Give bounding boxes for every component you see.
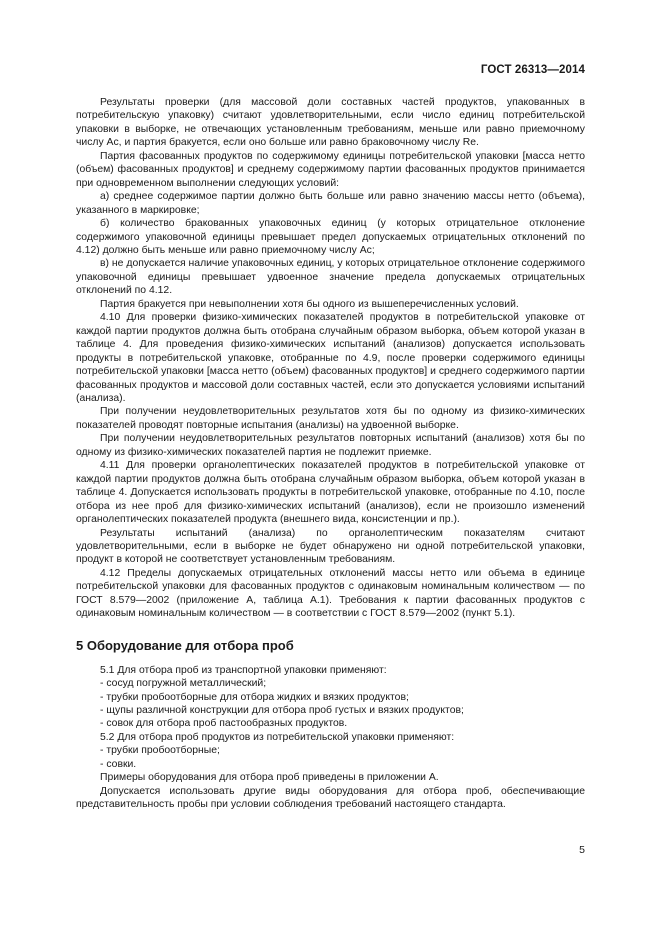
paragraph: 4.10 Для проверки физико-химических показателей продуктов в потребительской упаковке от каждой партии продуктов должна быть отобрана случайным образом выборка, объем которой указан в таблице 4. Для проведения физико-химических испытаний (анализов) допускается использовать продукты в потребительской упаковке, отобранные по 4.9, после проверки содержимого единицы потребительской упаковки [масса нетто (объем) фасованных продуктов] и среднего содержимого партии фасованных продуктов и массовой доли составных частей, если это допускается условиями испытаний (анализа). (76, 312, 585, 404)
paragraph: а) среднее содержимое партии должно быть больше или равно значению массы нетто (объема), указанного в маркировке; (76, 191, 585, 216)
document-body (76, 96, 585, 812)
paragraph: Результаты испытаний (анализа) по органолептическим показателям считают удовлетворительными, если в выборке не будет обнаружено ни одной потребительской упаковки, продукт в которой не соответствует установленным требованиям. (76, 527, 585, 566)
section-body (76, 664, 585, 812)
paragraph: Допускается использовать другие виды оборудования для отбора проб, обеспечивающие представительность пробы при условии соблюдения требований настоящего стандарта. (76, 785, 585, 811)
paragraph: Партия фасованных продуктов по содержимому единицы потребительской упаковки [масса нетто (объем) фасованных продуктов] и среднему содержимому партии фасованных продуктов принимается при одновременном выполнении следующих условий: (76, 150, 585, 189)
clause: 5.1 Для отбора проб из транспортной упаковки применяют: (100, 664, 387, 676)
page-number: 5 (579, 844, 585, 856)
paragraph: Партия бракуется при невыполнении хотя бы одного из вышеперечисленных условий. (100, 298, 519, 310)
list-item: - сосуд погружной металлический; (100, 678, 267, 690)
paragraph: в) не допускается наличие упаковочных единиц, у которых отрицательное отклонение содержимого упаковочной единицы превышает удвоенное значение предела допускаемых отрицательных отклонений по 4.12. (76, 258, 585, 297)
paragraph: При получении неудовлетворительных результатов хотя бы по одному из физико-химических показателей проводят повторные испытания (анализы) на удвоенной выборке. (76, 406, 585, 431)
list-item: - щупы различной конструкции для отбора проб густых и вязких продуктов; (100, 705, 464, 717)
list-item: - трубки пробоотборные; (100, 745, 220, 757)
section-heading: 5 Оборудование для отбора проб (76, 637, 294, 653)
paragraph: Результаты проверки (для массовой доли составных частей продуктов, упакованных в потребительскую упаковку) считают удовлетворительными, если число единиц потребительской упаковки в выборке, не отвечающих установленным требованиям, меньше или равно приемочному числу Ac, и партия бракуется, если оно больше или равно браковочному числу Re. (76, 97, 585, 149)
list-item: - трубки пробоотборные для отбора жидких и вязких продуктов; (100, 691, 409, 703)
list-item: - совок для отбора проб пастообразных продуктов. (100, 718, 348, 730)
standard-designation: ГОСТ 26313—2014 (480, 64, 585, 76)
clause: 5.2 Для отбора проб продуктов из потребительской упаковки применяют: (100, 731, 455, 743)
paragraph: б) количество бракованных упаковочных единиц (у которых отрицательное отклонение содержимого упаковочной единицы превышает предел допускаемых отрицательных отклонений по 4.12) должно быть меньше или равно приемочному числу Ac; (76, 218, 585, 256)
list-item: - совки. (100, 758, 137, 770)
paragraph: 4.12 Пределы допускаемых отрицательных отклонений массы нетто или объема в единице потребительской упаковки для фасованных продуктов с одинаковым номинальным количеством — по ГОСТ 8.579—2002 (приложение А, таблица А.1). Требования к партии фасованных продуктов с одинаковым номинальным количеством — в соответствии с ГОСТ 8.579—2002 (пункт 5.1). (76, 567, 585, 620)
paragraph: Примеры оборудования для отбора проб приведены в приложении А. (100, 772, 439, 784)
paragraph: При получении неудовлетворительных результатов повторных испытаний (анализов) хотя бы по одному из физико-химических показателей партия не подлежит приемке. (76, 433, 585, 458)
paragraph: 4.11 Для проверки органолептических показателей продуктов в потребительской упаковке от каждой партии продуктов должна быть отобрана случайным образом выборка, объем которой указан в таблице 4. Допускается использовать продукты в потребительской упаковке, отобранные по 4.10, после отбора из нее проб для физико-химических испытаний (анализов), если не произошло изменений органолептических показателей продукта (внешнего вида, консистенции и пр.). (76, 460, 585, 526)
